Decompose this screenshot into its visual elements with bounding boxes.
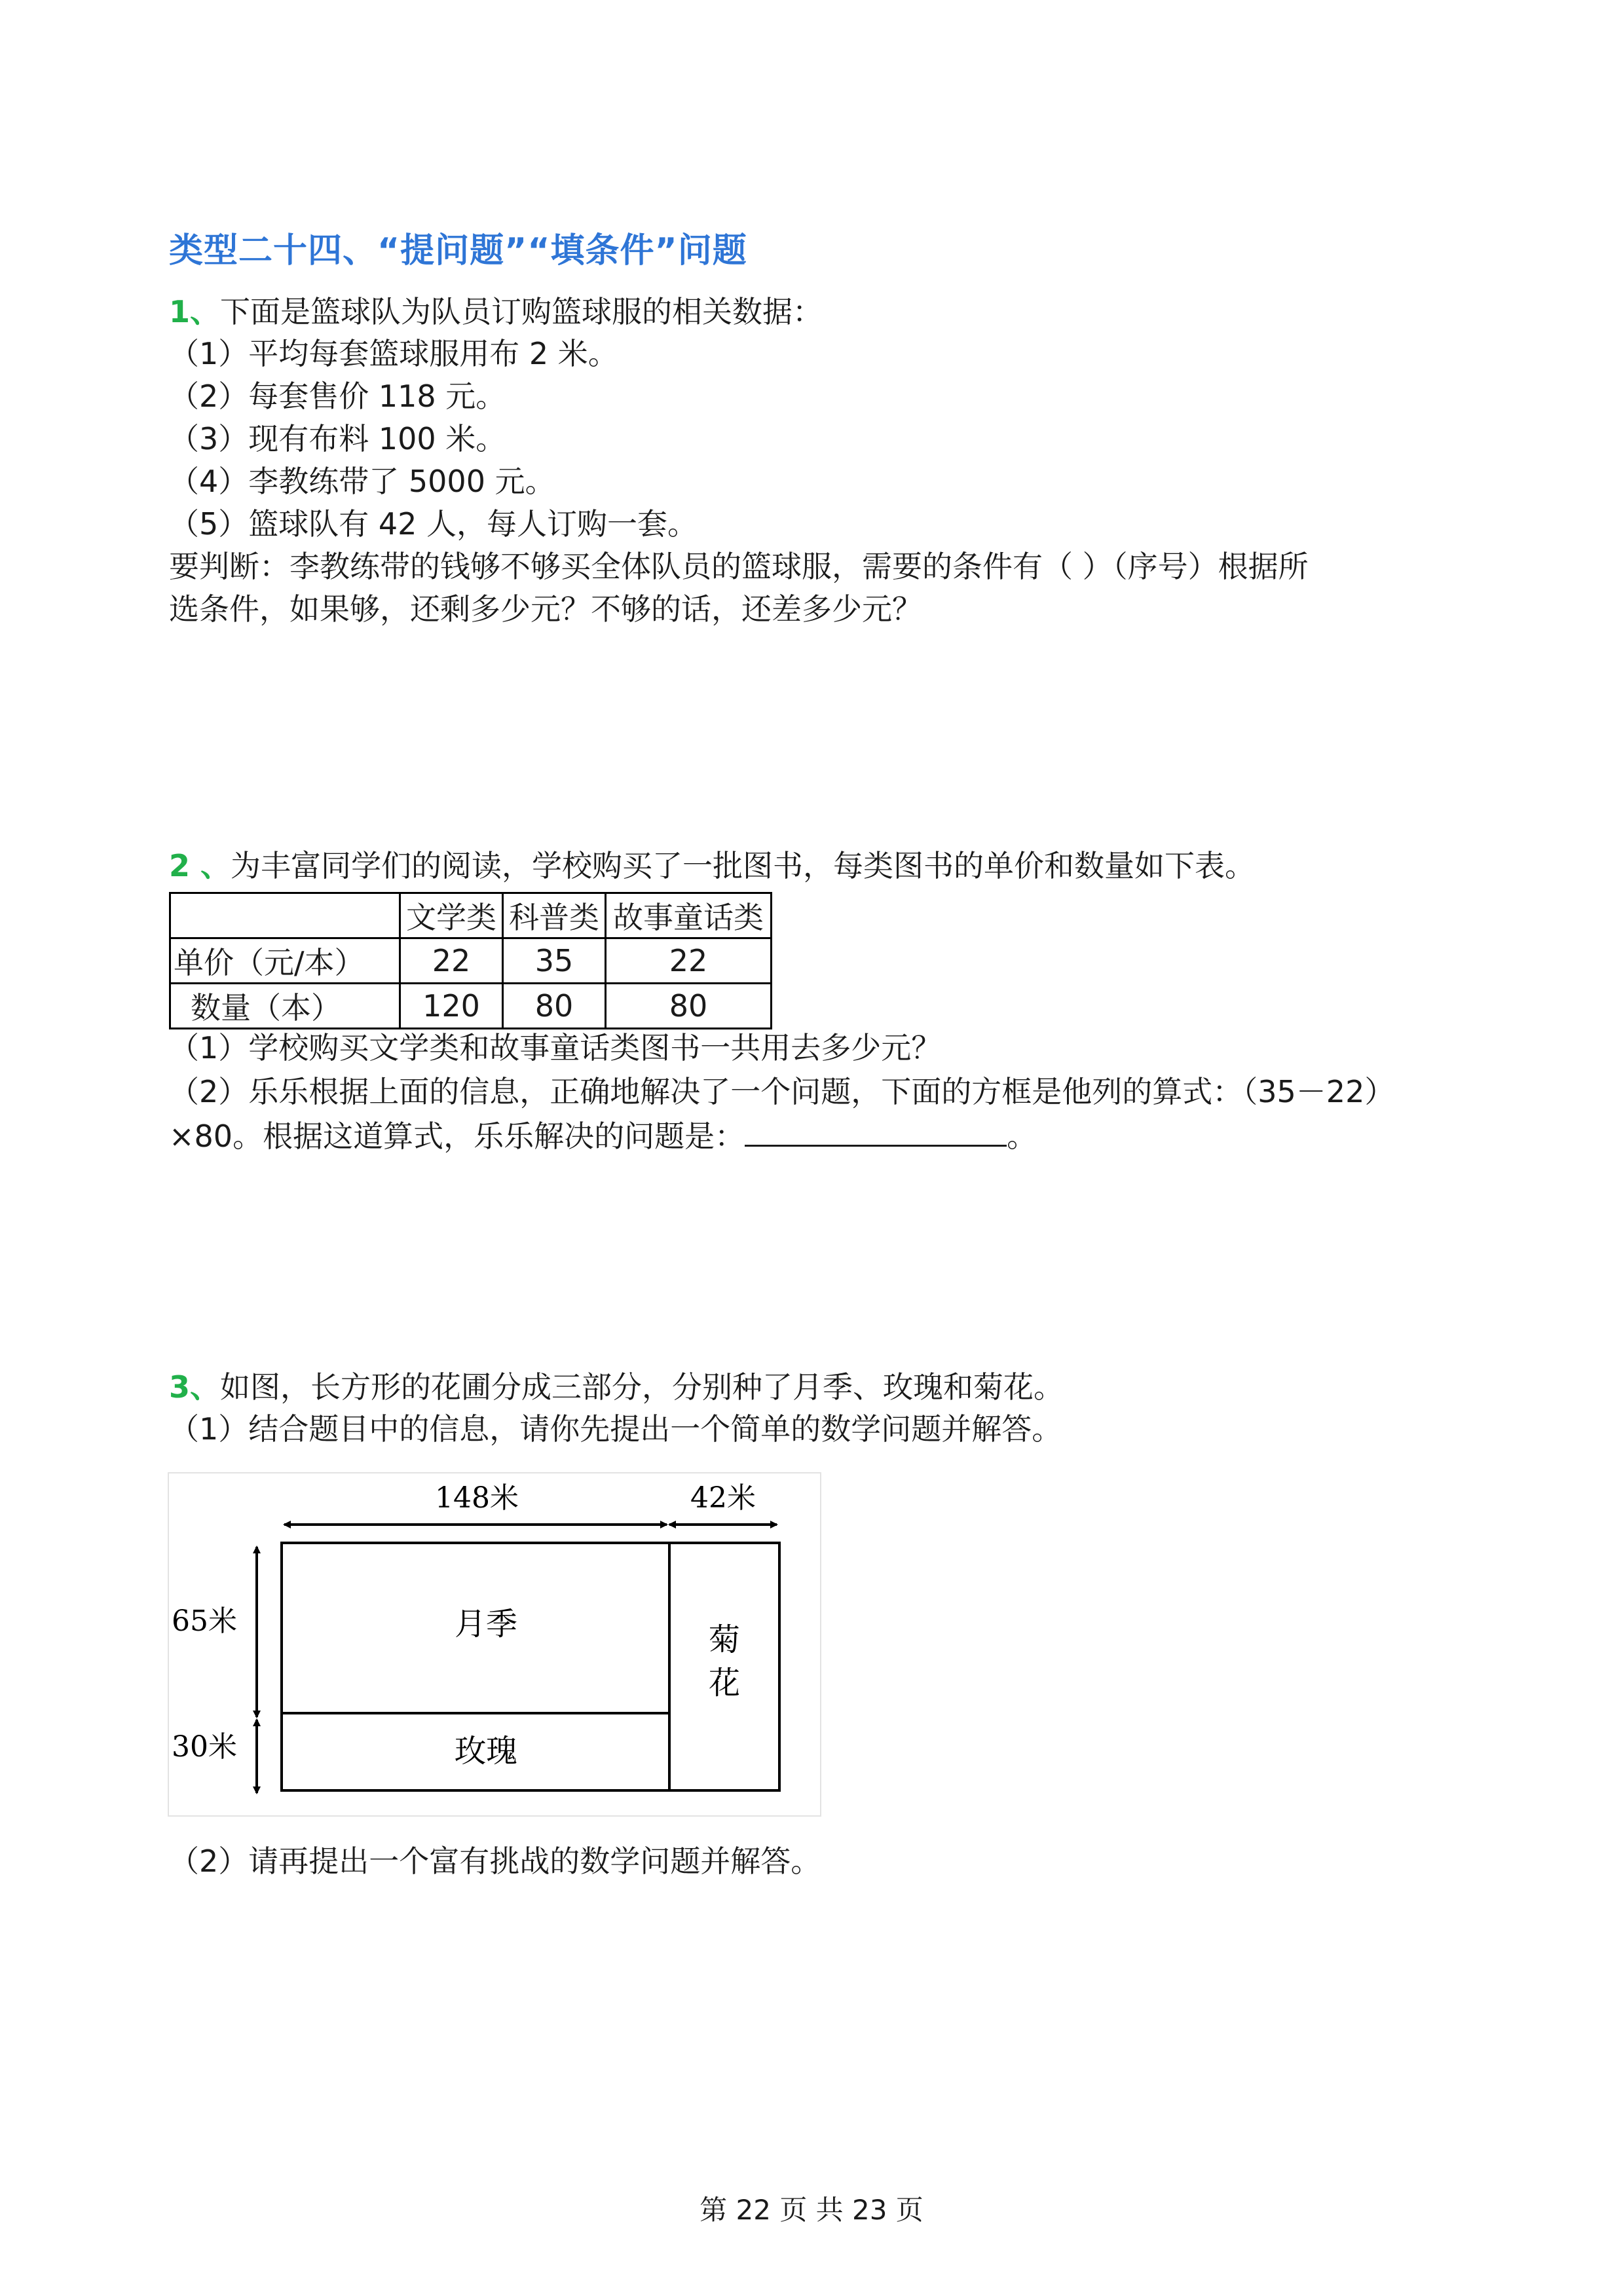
label-42m: 42米 (690, 1481, 756, 1515)
garden-outline (282, 1543, 779, 1790)
table-header-cell: 故事童话类 (606, 893, 772, 938)
q1-condition-2: （2）每套售价 118 元。 (169, 379, 506, 414)
q2-sub2-line-2 (169, 1116, 1037, 1156)
table-row (170, 984, 772, 1029)
section-heading: 类型二十四、“提问题”“填条件”问题 (169, 231, 747, 270)
q1-condition-3: （3）现有布料 100 米。 (169, 421, 506, 456)
q1-condition-4: （4）李教练带了 5000 元。 (169, 464, 555, 499)
q1-condition-1: （1）平均每套篮球服用布 2 米。 (169, 336, 618, 371)
table-cell: 80 (606, 984, 772, 1029)
q2-sub2-suffix: 。 (1007, 1119, 1037, 1154)
table-corner-cell (170, 893, 400, 938)
table-cell: 80 (503, 984, 606, 1029)
table-header-row (170, 893, 772, 938)
label-65m: 65米 (172, 1604, 237, 1638)
table-row-label: 数量（本） (170, 984, 400, 1029)
q2-number: 2 、 (169, 848, 231, 883)
region-juhua-char-1: 菊 (708, 1621, 741, 1658)
region-meigui: 玫瑰 (454, 1733, 518, 1769)
q1-number: 1、 (169, 294, 221, 329)
table-cell: 22 (606, 938, 772, 984)
table-cell: 22 (400, 938, 503, 984)
q2-sub2-line-1: （2）乐乐根据上面的信息，正确地解决了一个问题，下面的方框是他列的算式：（35－22） (169, 1074, 1395, 1109)
q3-sub2: （2）请再提出一个富有挑战的数学问题并解答。 (169, 1843, 821, 1879)
q1-intro: 下面是篮球队为队员订购篮球服的相关数据： (220, 294, 823, 329)
q2-sub2-prefix: ×80。根据这道算式，乐乐解决的问题是： (169, 1119, 745, 1154)
page-footer: 第 22 页 共 23 页 (700, 2194, 923, 2226)
q3-intro: 如图，长方形的花圃分成三部分，分别种了月季、玫瑰和菊花。 (220, 1369, 1064, 1405)
q3-intro-line (169, 1367, 1064, 1407)
q2-sub1: （1）学校购买文学类和故事童话类图书一共用去多少元？ (169, 1030, 942, 1065)
q1-intro-line (169, 292, 823, 331)
table-header-cell: 科普类 (503, 893, 606, 938)
table-row (170, 938, 772, 984)
q1-question-line-2: 选条件，如果够，还剩多少元？不够的话，还差多少元？ (169, 591, 922, 627)
garden-diagram-svg (169, 1473, 820, 1815)
q2-intro: 为丰富同学们的阅读，学校购买了一批图书，每类图书的单价和数量如下表。 (231, 848, 1256, 883)
q1-condition-5: （5）篮球队有 42 人，每人订购一套。 (169, 506, 698, 542)
label-148m: 148米 (435, 1481, 519, 1515)
table-cell: 120 (400, 984, 503, 1029)
garden-diagram (168, 1472, 821, 1817)
q1-question-line-1: 要判断：李教练带的钱够不够买全体队员的篮球服，需要的条件有（ ）（序号）根据所 (169, 549, 1309, 584)
q3-number: 3、 (169, 1369, 221, 1405)
q2-intro-line (169, 846, 1255, 885)
q3-sub1: （1）结合题目中的信息，请你先提出一个简单的数学问题并解答。 (169, 1411, 1062, 1447)
table-cell: 35 (503, 938, 606, 984)
region-juhua-char-2: 花 (708, 1665, 741, 1701)
table-row-label: 单价（元/本） (170, 938, 400, 984)
table-header-cell: 文学类 (400, 893, 503, 938)
region-yueji: 月季 (454, 1606, 518, 1642)
label-30m: 30米 (172, 1730, 237, 1764)
answer-blank[interactable] (745, 1116, 1007, 1147)
book-table (169, 892, 772, 1029)
